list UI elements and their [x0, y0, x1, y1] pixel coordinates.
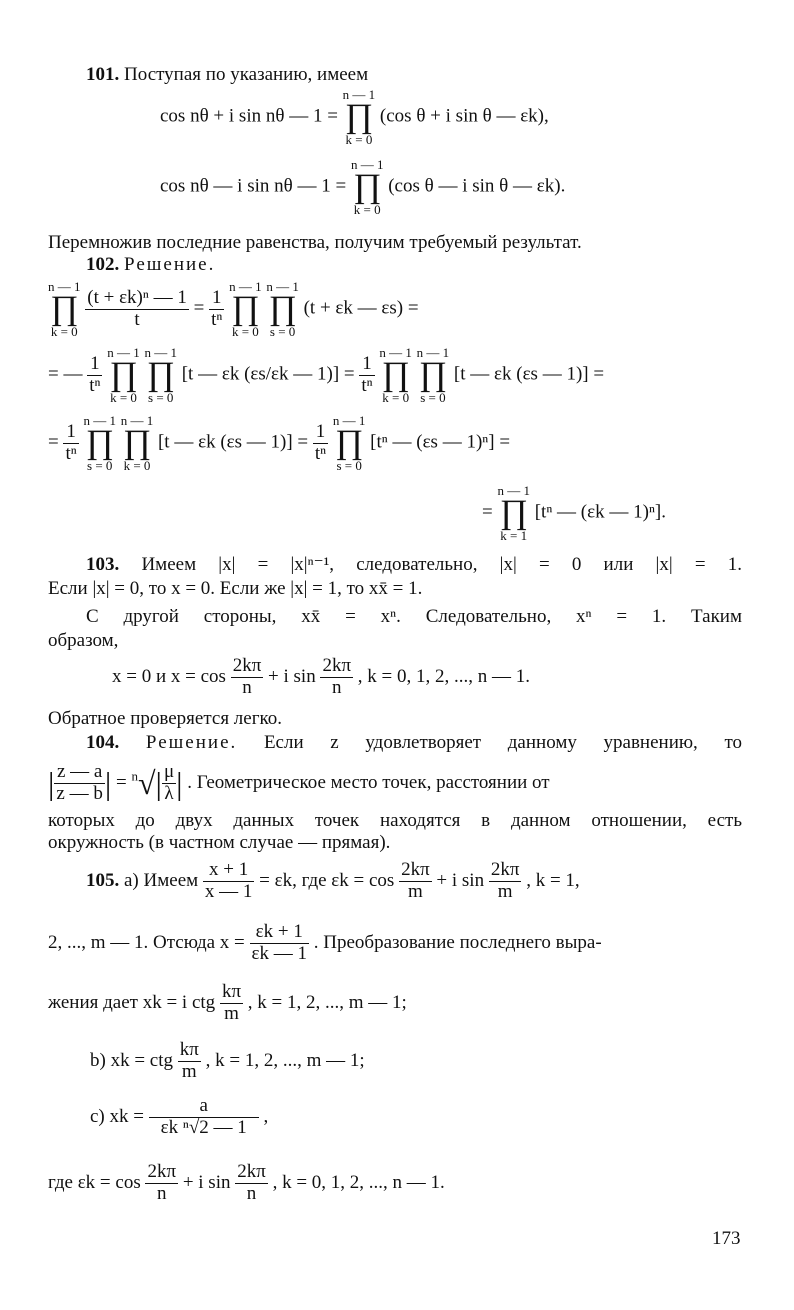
fraction: [209, 288, 224, 331]
problem-105-final: [48, 1162, 445, 1205]
problem-103-line-3: С другой стороны, xx̄ = xⁿ. Следовательно, xⁿ = 1. Таким: [86, 606, 742, 627]
fraction-denominator: m: [497, 880, 513, 902]
problem-102-line-1: [48, 280, 419, 338]
problem-101-equation-2: [160, 158, 565, 216]
product-upper-limit: n — 1: [266, 279, 299, 294]
equals-sign: =: [482, 501, 493, 523]
product-lower-limit: k = 0: [50, 324, 78, 340]
abs-fraction: [54, 762, 104, 805]
fraction: [489, 860, 522, 903]
equals-sign: = —: [48, 363, 83, 385]
fraction-denominator: tⁿ: [211, 308, 223, 330]
problem-105-b: [90, 1040, 365, 1083]
fraction-numerator: z — a: [54, 762, 104, 784]
product-symbol: n — 1 ∏ k = 0: [229, 279, 262, 340]
problem-102-title: Решение.: [124, 254, 216, 275]
problem-101-number: 101.: [86, 64, 120, 85]
fraction-numerator: 2kπ: [322, 655, 352, 676]
fraction: [231, 656, 264, 699]
equals-sign: =: [193, 297, 205, 319]
final-middle: + i sin: [182, 1171, 231, 1193]
fraction-numerator: 2kπ: [232, 655, 262, 676]
fraction: [250, 922, 309, 965]
problem-104-line-2-text: . Геометрическое место точек, расстоянии от: [187, 771, 550, 793]
equals-sign: =: [48, 431, 59, 453]
fraction-numerator: 2kπ: [490, 859, 520, 880]
problem-104-title: Решение.: [145, 732, 238, 753]
fraction: [220, 982, 243, 1025]
fraction: [178, 1040, 201, 1083]
problem-103-line-1: [86, 554, 742, 577]
eq2-rhs: (cos θ — i sin θ — εk).: [388, 175, 566, 197]
problem-103-formula: [112, 656, 530, 699]
product-lower-limit: k = 0: [382, 390, 410, 406]
fraction-numerator: (t + εk)ⁿ — 1: [87, 286, 187, 308]
fraction-denominator: z — b: [56, 782, 103, 804]
problem-103-number: 103.: [86, 554, 120, 575]
product-upper-limit: n — 1: [48, 279, 81, 294]
continuation-1-text: 2, ..., m — 1. Отсюда x =: [48, 931, 245, 953]
final-text: где εk = cos: [48, 1171, 141, 1193]
product-symbol: n — 1 ∏ k = 0: [107, 345, 140, 406]
fraction-denominator: n: [246, 1182, 257, 1204]
fraction-denominator: λ: [164, 782, 174, 804]
product-symbol: n — 1 ∏ k = 0: [350, 157, 384, 218]
fraction-denominator: εk ⁿ√2 — 1: [160, 1116, 247, 1138]
line2-rhs: [t — εk (εs — 1)] =: [453, 363, 605, 385]
fraction-denominator: n: [157, 1182, 167, 1204]
fraction: [149, 1096, 259, 1139]
product-lower-limit: k = 0: [123, 458, 151, 474]
problem-104-line-1-text: Если z удовлетворяет данному уравнению, то: [263, 732, 743, 753]
problem-105-continuation-2: [48, 982, 407, 1025]
problem-105-a: [86, 860, 580, 903]
problem-103-line-4: образом,: [48, 630, 119, 651]
problem-101-equation-1: [160, 88, 549, 146]
fraction-numerator: 2kπ: [237, 1161, 266, 1182]
problem-104-line-2: | $\frac{z — a}{z — b}$ | = $^n$√| $\frac{\mu}{\lambda}$ | . Геометрическое место точек, расстоянии от: [48, 761, 550, 804]
fraction-denominator: m: [224, 1002, 239, 1024]
problem-103-line-1-text: Имеем |x| = |x|ⁿ⁻¹, следовательно, |x| = 0 или |x| = 1.: [141, 554, 743, 575]
fraction-numerator: kπ: [221, 981, 242, 1002]
problem-101-intro-text: Поступая по указанию, имеем: [124, 64, 369, 85]
part-c-end: ,: [263, 1105, 269, 1127]
product-upper-limit: n — 1: [350, 157, 384, 172]
line2-middle: [t — εk (εs/εk — 1)] =: [181, 363, 355, 385]
product-upper-limit: n — 1: [416, 345, 450, 360]
product-lower-limit: k = 0: [353, 202, 381, 218]
fraction-numerator: 1: [313, 422, 328, 444]
product-lower-limit: s = 0: [87, 458, 113, 474]
problem-102-line-2: [48, 346, 604, 404]
product-upper-limit: n — 1: [107, 345, 140, 360]
problem-104-line-1: [86, 732, 742, 755]
problem-101-intro: [86, 64, 368, 87]
fraction-numerator: 1: [63, 422, 78, 444]
fraction-numerator: a: [149, 1096, 259, 1118]
fraction-denominator: m: [181, 1060, 197, 1082]
product-symbol: n — 1 ∏ k = 1: [497, 483, 530, 544]
part-c-label: c) xk =: [90, 1105, 144, 1127]
line3-rhs: [tⁿ — (εs — 1)ⁿ] =: [370, 431, 511, 453]
product-lower-limit: k = 1: [500, 528, 528, 544]
fraction-denominator: x — 1: [204, 880, 253, 902]
part-a-end: , k = 1,: [526, 869, 580, 891]
product-lower-limit: k = 0: [231, 324, 259, 340]
problem-105-continuation-1: [48, 922, 602, 965]
part-b-label: b) xk = ctg: [90, 1049, 174, 1071]
continuation-2-end: , k = 1, 2, ..., m — 1;: [247, 991, 407, 1013]
problem-103-closing: Обратное проверяется легко.: [48, 708, 283, 729]
fraction-numerator: 1: [209, 288, 224, 310]
product-symbol: n — 1 ∏ k = 0: [120, 413, 154, 474]
formula-part-b: + i sin: [268, 665, 316, 687]
problem-104-number: 104.: [86, 732, 120, 753]
fraction-numerator: 1: [359, 354, 374, 376]
fraction-numerator: kπ: [179, 1039, 199, 1060]
problem-102-number: 102.: [86, 254, 120, 275]
continuation-2-text: жения дает xk = i ctg: [48, 991, 216, 1013]
problem-102-line-3: [48, 414, 510, 472]
eq1-lhs: cos nθ + i sin nθ — 1 =: [160, 105, 338, 127]
eq1-rhs: (cos θ + i sin θ — εk),: [379, 105, 549, 127]
fraction-denominator: t: [134, 308, 140, 330]
fraction: [87, 354, 102, 397]
line1-rhs: (t + εk — εs) =: [303, 297, 419, 319]
product-upper-limit: n — 1: [120, 413, 154, 428]
problem-101-conclusion: Перемножив последние равенства, получим требуемый результат.: [48, 232, 582, 253]
product-upper-limit: n — 1: [332, 413, 366, 428]
fraction-numerator: εk + 1: [250, 922, 309, 944]
formula-part-a: x = 0 и x = cos: [112, 665, 226, 687]
part-b-end: , k = 1, 2, ..., m — 1;: [205, 1049, 365, 1071]
fraction: [235, 1162, 268, 1205]
fraction-denominator: tⁿ: [89, 374, 101, 396]
product-lower-limit: s = 0: [269, 324, 296, 340]
problem-104-line-3: которых до двух данных точек находятся в данном отношении, есть: [48, 810, 742, 831]
product-symbol: n — 1 ∏ s = 0: [144, 345, 177, 406]
final-end: , k = 0, 1, 2, ..., n — 1.: [272, 1171, 445, 1193]
fraction-denominator: m: [407, 880, 423, 902]
product-symbol: n — 1 ∏ s = 0: [83, 413, 116, 474]
problem-102-heading: [86, 254, 215, 277]
product-symbol: n — 1 ∏ s = 0: [266, 279, 299, 340]
product-lower-limit: s = 0: [420, 390, 446, 406]
radical-sign: √: [137, 765, 156, 802]
product-symbol: n — 1 ∏ s = 0: [416, 345, 450, 406]
fraction-denominator: n: [332, 676, 342, 698]
fraction: [63, 422, 78, 465]
fraction-denominator: n: [242, 676, 252, 698]
problem-105-c: [90, 1096, 268, 1139]
product-symbol: n — 1 ∏ k = 0: [342, 87, 376, 148]
page-number: 173: [712, 1228, 741, 1249]
line4-rhs: [tⁿ — (εk — 1)ⁿ].: [534, 501, 667, 523]
fraction-numerator: 2kπ: [401, 859, 430, 880]
fraction-numerator: μ: [163, 761, 175, 782]
fraction: [320, 656, 353, 699]
product-lower-limit: s = 0: [148, 390, 174, 406]
fraction: [85, 288, 189, 331]
fraction-denominator: tⁿ: [361, 374, 373, 396]
part-a-equation: = εk, где εk = cos: [259, 869, 395, 891]
part-a-label: а) Имеем: [124, 869, 199, 891]
product-upper-limit: n — 1: [342, 87, 376, 102]
product-upper-limit: n — 1: [229, 279, 262, 294]
product-upper-limit: n — 1: [144, 345, 177, 360]
problem-103-line-2: Если |x| = 0, то x = 0. Если же |x| = 1, то xx̄ = 1.: [48, 578, 423, 599]
fraction-numerator: x + 1: [203, 860, 255, 882]
fraction: [145, 1162, 178, 1205]
fraction-numerator: 1: [87, 354, 102, 376]
fraction: [359, 354, 374, 397]
fraction-numerator: 2kπ: [147, 1161, 177, 1182]
product-lower-limit: k = 0: [110, 390, 137, 406]
line3-middle: [t — εk (εs — 1)] =: [157, 431, 309, 453]
part-a-middle: + i sin: [436, 869, 485, 891]
problem-102-line-4: [482, 484, 666, 542]
problem-104-line-4: окружность (в частном случае — прямая).: [48, 832, 391, 853]
product-upper-limit: n — 1: [83, 413, 116, 428]
product-lower-limit: s = 0: [336, 458, 362, 474]
fraction-denominator: tⁿ: [65, 442, 77, 464]
product-upper-limit: n — 1: [497, 483, 530, 498]
formula-part-c: , k = 0, 1, 2, ..., n — 1.: [357, 665, 531, 687]
product-lower-limit: k = 0: [345, 132, 373, 148]
fraction: [313, 422, 328, 465]
problem-105-number: 105.: [86, 869, 120, 891]
fraction: [203, 860, 255, 903]
root-index: n: [131, 768, 138, 784]
product-symbol: n — 1 ∏ s = 0: [332, 413, 366, 474]
fraction-denominator: εk — 1: [251, 942, 307, 964]
product-upper-limit: n — 1: [379, 345, 412, 360]
fraction: [399, 860, 432, 903]
continuation-1-end: . Преобразование последнего выра-: [313, 931, 602, 953]
product-symbol: n — 1 ∏ k = 0: [379, 345, 412, 406]
product-symbol: n — 1 ∏ k = 0: [48, 279, 81, 340]
mu-lambda-fraction: [162, 762, 176, 805]
fraction-denominator: tⁿ: [314, 442, 327, 464]
eq2-lhs: cos nθ — i sin nθ — 1 =: [160, 175, 347, 197]
